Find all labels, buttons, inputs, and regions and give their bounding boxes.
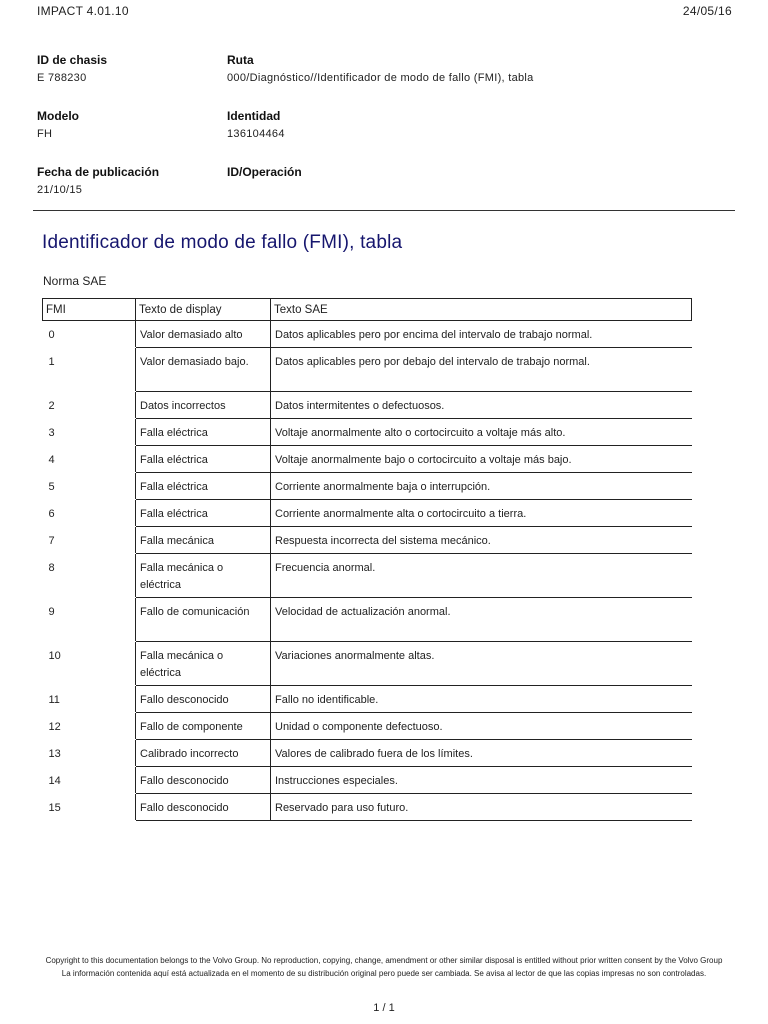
meta-row	[37, 109, 717, 165]
column-header-fmi: FMI	[43, 299, 136, 321]
divider	[33, 210, 735, 211]
sae-text-cell: Voltaje anormalmente alto o cortocircuito a voltaje más alto.	[271, 419, 692, 446]
fmi-cell: 10	[43, 642, 136, 686]
fmi-cell: 9	[43, 598, 136, 642]
pubdate-value: 21/10/15	[37, 184, 83, 196]
table-row	[43, 713, 692, 740]
model-value: FH	[37, 128, 53, 140]
sae-text-cell: Datos intermitentes o defectuosos.	[271, 392, 692, 419]
column-header-sae: Texto SAE	[271, 299, 692, 321]
display-text-cell: Falla mecánica	[136, 527, 271, 554]
fmi-cell: 11	[43, 686, 136, 713]
fmi-cell: 6	[43, 500, 136, 527]
sae-text-cell: Datos aplicables pero por debajo del intervalo de trabajo normal.	[271, 348, 692, 392]
fmi-cell: 15	[43, 794, 136, 821]
display-text-cell: Fallo de comunicación	[136, 598, 271, 642]
table-row	[43, 642, 692, 686]
model-label: Modelo	[37, 109, 79, 123]
table-row	[43, 686, 692, 713]
sae-text-cell: Reservado para uso futuro.	[271, 794, 692, 821]
display-text-cell: Fallo de componente	[136, 713, 271, 740]
table-body	[43, 321, 692, 821]
table-header-row	[43, 299, 692, 321]
meta-row	[37, 53, 717, 109]
standard-subtitle: Norma SAE	[43, 274, 107, 288]
table-row	[43, 348, 692, 392]
display-text-cell: Fallo desconocido	[136, 686, 271, 713]
operation-field	[227, 165, 717, 221]
table-row	[43, 740, 692, 767]
sae-text-cell: Corriente anormalmente alta o cortocircuito a tierra.	[271, 500, 692, 527]
sae-text-cell: Corriente anormalmente baja o interrupción.	[271, 473, 692, 500]
meta-row	[37, 165, 717, 221]
sae-text-cell: Unidad o componente defectuoso.	[271, 713, 692, 740]
fmi-cell: 8	[43, 554, 136, 598]
chassis-label: ID de chasis	[37, 53, 108, 67]
identity-value: 136104464	[227, 128, 285, 140]
route-field	[227, 53, 717, 109]
route-value: 000/Diagnóstico//Identificador de modo de fallo (FMI), tabla	[227, 72, 534, 84]
operation-label: ID/Operación	[227, 165, 302, 179]
sae-text-cell: Instrucciones especiales.	[271, 767, 692, 794]
copyright-notice: Copyright to this documentation belongs to the Volvo Group. No reproduction, copying, change, amendment or other similar disposal is entitled without prior written consent by the Volvo Group	[45, 956, 723, 965]
fmi-cell: 3	[43, 419, 136, 446]
display-text-cell: Calibrado incorrecto	[136, 740, 271, 767]
chassis-value: E 788230	[37, 72, 87, 84]
footer	[30, 954, 738, 980]
identity-field	[227, 109, 717, 165]
table-row	[43, 598, 692, 642]
table-row	[43, 392, 692, 419]
sae-text-cell: Valores de calibrado fuera de los límites.	[271, 740, 692, 767]
table-row	[43, 500, 692, 527]
fmi-cell: 1	[43, 348, 136, 392]
route-label: Ruta	[227, 53, 254, 67]
fmi-table	[42, 298, 692, 821]
sae-text-cell: Voltaje anormalmente bajo o cortocircuito a voltaje más bajo.	[271, 446, 692, 473]
fmi-cell: 7	[43, 527, 136, 554]
fmi-cell: 14	[43, 767, 136, 794]
display-text-cell: Falla eléctrica	[136, 419, 271, 446]
table-row	[43, 419, 692, 446]
display-text-cell: Valor demasiado alto	[136, 321, 271, 348]
fmi-cell: 0	[43, 321, 136, 348]
sae-text-cell: Frecuencia anormal.	[271, 554, 692, 598]
page-number: 1 / 1	[373, 1002, 395, 1014]
fmi-cell: 4	[43, 446, 136, 473]
display-text-cell: Fallo desconocido	[136, 767, 271, 794]
table-row	[43, 446, 692, 473]
page-title: Identificador de modo de fallo (FMI), tabla	[42, 232, 403, 253]
sae-text-cell: Variaciones anormalmente altas.	[271, 642, 692, 686]
page-header	[37, 4, 732, 20]
print-date: 24/05/16	[682, 4, 732, 18]
fmi-cell: 2	[43, 392, 136, 419]
table-row	[43, 527, 692, 554]
model-field	[37, 109, 227, 165]
display-text-cell: Falla mecánica o eléctrica	[136, 554, 271, 598]
table-row	[43, 473, 692, 500]
sae-text-cell: Datos aplicables pero por encima del intervalo de trabajo normal.	[271, 321, 692, 348]
app-version: IMPACT 4.01.10	[37, 4, 129, 18]
display-text-cell: Falla mecánica o eléctrica	[136, 642, 271, 686]
identity-label: Identidad	[227, 109, 281, 123]
display-text-cell: Falla eléctrica	[136, 473, 271, 500]
sae-text-cell: Respuesta incorrecta del sistema mecánico.	[271, 527, 692, 554]
fmi-cell: 12	[43, 713, 136, 740]
sae-text-cell: Velocidad de actualización anormal.	[271, 598, 692, 642]
column-header-display: Texto de display	[136, 299, 271, 321]
display-text-cell: Falla eléctrica	[136, 446, 271, 473]
sae-text-cell: Fallo no identificable.	[271, 686, 692, 713]
fmi-cell: 5	[43, 473, 136, 500]
table-row	[43, 321, 692, 348]
distribution-notice: La información contenida aquí está actualizada en el momento de su distribución original pero puede ser cambiada. Se avisa al lector de que las copias impresas no son controladas.	[61, 969, 707, 978]
display-text-cell: Falla eléctrica	[136, 500, 271, 527]
metadata-block	[37, 53, 717, 221]
pubdate-field	[37, 165, 227, 221]
display-text-cell: Datos incorrectos	[136, 392, 271, 419]
table-row	[43, 794, 692, 821]
table-row	[43, 767, 692, 794]
chassis-field	[37, 53, 227, 109]
display-text-cell: Fallo desconocido	[136, 794, 271, 821]
table-row	[43, 554, 692, 598]
display-text-cell: Valor demasiado bajo.	[136, 348, 271, 392]
fmi-cell: 13	[43, 740, 136, 767]
pubdate-label: Fecha de publicación	[37, 165, 160, 179]
